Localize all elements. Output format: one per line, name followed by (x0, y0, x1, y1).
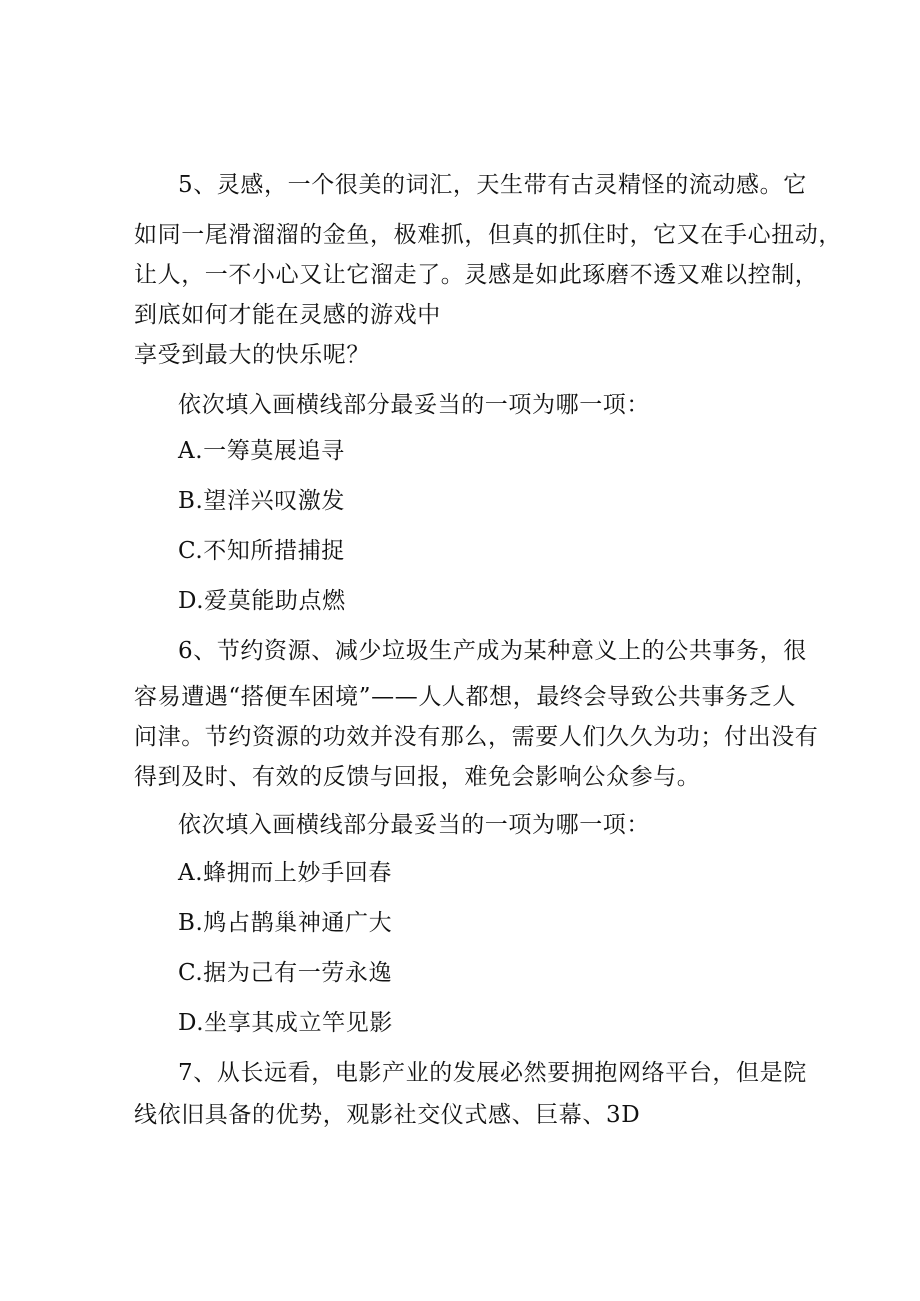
q5-line-5: 享受到最大的快乐呢？ (134, 342, 370, 368)
q5-line-2: 如同一尾滑溜溜的金鱼，极难抓，但真的抓住时，它又在手心扭动， (134, 222, 842, 248)
q6-line-4: 得到及时、有效的反馈与回报，难免会影响公众参与。 (134, 764, 701, 790)
q6-prompt: 依次填入画横线部分最妥当的一项为哪一项： (178, 812, 650, 838)
q5-line-4: 到底如何才能在灵感的游戏中 (134, 302, 441, 328)
q5-line-3: 让人，一不小心又让它溜走了。灵感是如此琢磨不透又难以控制， (134, 262, 819, 288)
q5-prompt: 依次填入画横线部分最妥当的一项为哪一项： (178, 392, 650, 418)
q7-line-2: 线依旧具备的优势，观影社交仪式感、巨幕、3D (134, 1102, 641, 1128)
q5-option-c: C.不知所措捕捉 (178, 538, 345, 564)
q5-option-b: B.望洋兴叹激发 (178, 488, 346, 514)
q6-line-1: 6、节约资源、减少垃圾生产成为某种意义上的公共事务，很 (178, 638, 807, 664)
q5-line-1: 5、灵感，一个很美的词汇，天生带有古灵精怪的流动感。它 (178, 172, 807, 198)
q6-option-c: C.据为己有一劳永逸 (178, 960, 393, 986)
q6-option-a: A.蜂拥而上妙手回春 (178, 860, 392, 886)
q6-option-b: B.鸠占鹊巢神通广大 (178, 910, 393, 936)
q6-line-3: 问津。节约资源的功效并没有那么，需要人们久久为功；付出没有 (134, 724, 819, 750)
q5-option-a: A.一筹莫展追寻 (178, 438, 345, 464)
q7-line-1: 7、从长远看，电影产业的发展必然要拥抱网络平台，但是院 (178, 1060, 807, 1086)
q6-option-d: D.坐享其成立竿见影 (178, 1010, 393, 1036)
q5-option-d: D.爱莫能助点燃 (178, 588, 346, 614)
q6-line-2: 容易遭遇“搭便车困境”——人人都想，最终会导致公共事务乏人 (134, 684, 796, 710)
